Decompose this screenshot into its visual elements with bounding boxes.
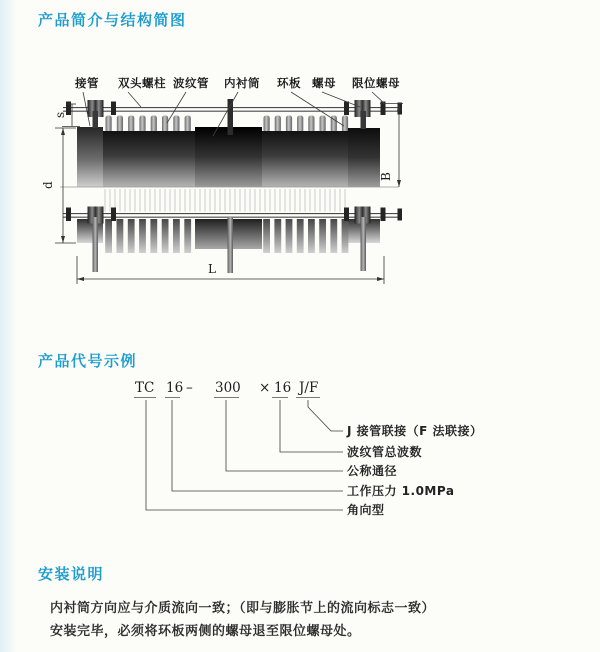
part-label-limit-nut: 限位螺母	[352, 76, 400, 90]
part-label-nut: 螺母	[312, 76, 336, 90]
part-label-stud: 双头螺柱	[118, 76, 166, 90]
section-title-install: 安装说明	[38, 565, 105, 583]
code-token-diameter: 300	[215, 380, 241, 396]
section-title-intro: 产品简介与结构简图	[38, 11, 187, 29]
dimension-b	[379, 104, 403, 188]
code-token-pressure: 16	[166, 380, 184, 396]
part-label-pipe-end: 接管	[75, 76, 99, 90]
code-token-conn: J/F	[299, 380, 319, 396]
callout-nominal-diameter: 公称通径	[347, 464, 398, 478]
install-instruction-1: 内衬筒方向应与介质流向一致；（即与膨胀节上的流向标志一致）	[50, 601, 436, 616]
dim-label-s: s	[53, 111, 67, 118]
dimension-d	[41, 128, 76, 243]
section-title-code: 产品代号示例	[38, 352, 138, 370]
code-token-model: TC	[135, 380, 155, 396]
dim-label-l: L	[208, 262, 216, 276]
code-token-times: ×	[259, 380, 271, 396]
callout-working-pressure: 工作压力 1.0MPa	[347, 484, 455, 498]
far-side-bellows-hatch	[105, 189, 345, 212]
part-label-bellows: 波纹管	[173, 76, 209, 90]
callout-connection-type: J 接管联接（F 法联接）	[347, 424, 483, 438]
code-callouts	[346, 423, 483, 517]
part-label-liner: 内衬筒	[224, 76, 260, 90]
code-token-waves: 16	[274, 380, 292, 396]
callout-connectors	[146, 400, 343, 510]
dim-label-b: B	[379, 172, 393, 181]
product-code-diagram	[0, 375, 600, 525]
callout-wave-count: 波纹管总波数	[347, 445, 423, 459]
structure-diagram	[0, 62, 600, 302]
callout-type: 角向型	[347, 503, 385, 517]
part-label-ring-plate: 环板	[277, 76, 301, 90]
code-tokens	[135, 380, 318, 396]
dim-label-d: d	[41, 181, 55, 189]
part-labels	[74, 76, 400, 90]
code-token-dash: –	[186, 380, 193, 396]
install-instruction-2: 安装完毕，必须将环板两侧的螺母退至限位螺母处。	[50, 624, 361, 639]
